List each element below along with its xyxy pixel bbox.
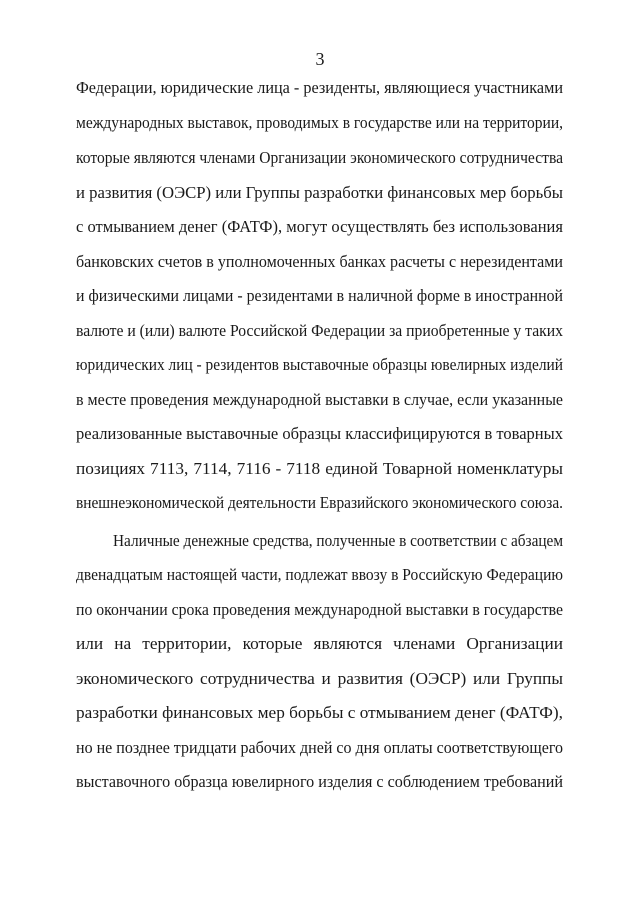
text-line: юридических лиц - резидентов выставочные образцы ювелирных изделий	[76, 355, 563, 374]
text-line: которые являются членами Организации экономического сотрудничества	[76, 148, 563, 167]
text-line: но не позднее тридцати рабочих дней со дня оплаты соответствующего	[76, 738, 563, 757]
text-line: и физическими лицами - резидентами в наличной форме в иностранной	[76, 286, 563, 305]
text-line: международных выставок, проводимых в государстве или на территории,	[76, 113, 563, 132]
text-line: разработки финансовых мер борьбы с отмыванием денег (ФАТФ),	[76, 703, 563, 722]
text-line: Федерации, юридические лица - резиденты, являющиеся участниками	[76, 78, 563, 97]
text-line: в месте проведения международной выставки в случае, если указанные	[76, 390, 563, 409]
text-line: или на территории, которые являются членами Организации	[76, 634, 563, 653]
text-line: реализованные выставочные образцы классифицируются в товарных	[76, 424, 563, 443]
text-line: внешнеэкономической деятельности Евразийского экономического союза.	[76, 493, 563, 512]
text-line: валюте и (или) валюте Российской Федерации за приобретенные у таких	[76, 321, 563, 340]
text-line: банковских счетов в уполномоченных банках расчеты с нерезидентами	[76, 252, 563, 271]
text-line: экономического сотрудничества и развития (ОЭСР) или Группы	[76, 669, 563, 688]
page-number: 3	[315, 49, 325, 69]
text-line: с отмыванием денег (ФАТФ), могут осуществлять без использования	[76, 217, 563, 236]
text-line: Наличные денежные средства, полученные в соответствии с абзацем	[113, 531, 563, 550]
text-line: двенадцатым настоящей части, подлежат ввозу в Российскую Федерацию	[76, 565, 563, 584]
text-line: выставочного образца ювелирного изделия с соблюдением требований	[76, 772, 563, 791]
text-line: и развития (ОЭСР) или Группы разработки финансовых мер борьбы	[76, 183, 563, 202]
text-line: позициях 7113, 7114, 7116 - 7118 единой Товарной номенклатуры	[76, 459, 563, 478]
text-line: по окончании срока проведения международной выставки в государстве	[76, 600, 563, 619]
